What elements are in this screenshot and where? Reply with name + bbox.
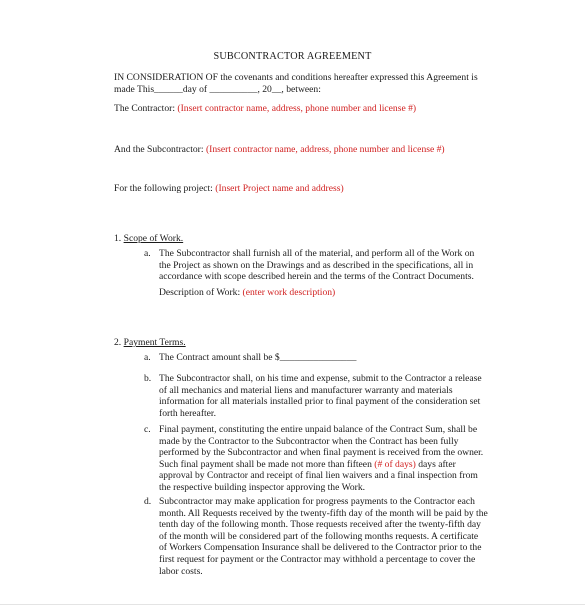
contractor-line	[114, 103, 416, 114]
scope-item-a	[159, 248, 474, 283]
description-label: Description of Work:	[159, 287, 241, 298]
days-text-after: days after	[418, 458, 456, 470]
payment-item-a: The Contract amount shall be $________________	[159, 352, 357, 363]
intro-line: IN CONSIDERATION OF the covenants and conditions hereafter expressed this Agreement is	[114, 72, 478, 83]
payment-item-line: approval by Contractor and receipt of final lien waivers and a final inspection from	[159, 470, 478, 482]
payment-item-line: of the month will be considered part of the following months requests. A certificate	[159, 530, 479, 542]
page-bottom-divider	[0, 604, 585, 605]
payment-item-line: made by the Contractor to the Subcontractor when the Contract has been fully	[159, 435, 459, 447]
scope-item-line: accordance with scope described herein and the terms of the Contract Documents.	[159, 271, 474, 283]
project-placeholder: (Insert Project name and address)	[215, 183, 344, 194]
subcontractor-label: And the Subcontractor:	[114, 144, 204, 155]
description-placeholder: (enter work description)	[242, 287, 336, 298]
section-2-title: Payment Terms.	[123, 337, 186, 348]
contractor-placeholder: (Insert contractor name, address, phone number and license #)	[177, 103, 417, 114]
payment-item-line: Subcontractor may make application for progress payments to the Contractor each	[159, 496, 475, 507]
payment-item-line: of all mechanics and material liens and manufacturer warranty and materials	[159, 384, 453, 396]
payment-item-line: month. All Requests received by the twenty-fifth day of the month will be paid by the	[159, 507, 488, 519]
payment-item-line: forth hereafter.	[159, 407, 216, 419]
payment-item-c	[159, 424, 483, 494]
payment-item-line: The Subcontractor shall, on his time and expense, submit to the Contractor a release	[159, 373, 482, 384]
project-line	[114, 183, 344, 194]
payment-item-d	[159, 496, 488, 577]
section-2-heading	[114, 337, 186, 348]
section-2-number: 2.	[114, 337, 122, 348]
payment-item-line: first request for payment or the Contractor may withhold a percentage to cover the	[159, 553, 476, 565]
subcontractor-placeholder: (Insert contractor name, address, phone number and license #)	[205, 144, 445, 155]
payment-item-line: the respective building inspector approving the Work.	[159, 481, 366, 493]
payment-item-line	[159, 459, 483, 471]
section-1-title: Scope of Work.	[123, 233, 184, 244]
payment-item-b	[159, 373, 482, 419]
payment-item-line: performed by the Subcontractor and when final payment is received from the owner.	[159, 447, 484, 459]
section-1-number: 1.	[114, 233, 122, 244]
days-placeholder: (# of days)	[374, 458, 416, 470]
item-letter: c.	[144, 424, 151, 435]
payment-item-line: information for all materials installed prior to final payment of the consideration set	[159, 396, 481, 408]
scope-item-line: The Subcontractor shall furnish all of the material, and perform all of the Work on	[159, 248, 475, 259]
intro-paragraph	[114, 72, 478, 95]
payment-item-line: labor costs.	[159, 565, 203, 577]
item-letter: b.	[144, 373, 152, 384]
intro-line: made This______day of __________, 20__, between:	[114, 83, 321, 95]
scope-item-line: the Project as shown on the Drawings and as described in the specifications, all in	[159, 259, 474, 271]
project-label: For the following project:	[114, 183, 213, 194]
description-of-work-line	[159, 287, 335, 298]
item-letter: a.	[144, 352, 151, 363]
days-text-before: Such final payment shall be made not more than fifteen	[159, 458, 372, 470]
payment-item-line: of Workers Compensation Insurance shall be delivered to the Contractor prior to the	[159, 542, 482, 554]
subcontractor-line	[114, 144, 445, 155]
payment-item-line: tenth day of the following month. Those requests received after the twenty-fifth day	[159, 519, 481, 531]
item-letter: a.	[144, 248, 151, 259]
section-1-heading	[114, 233, 183, 244]
item-letter: d.	[144, 496, 152, 507]
document-title: SUBCONTRACTOR AGREEMENT	[213, 51, 372, 62]
contractor-label: The Contractor:	[114, 103, 176, 114]
payment-item-line: Final payment, constituting the entire unpaid balance of the Contract Sum, shall be	[159, 424, 478, 435]
